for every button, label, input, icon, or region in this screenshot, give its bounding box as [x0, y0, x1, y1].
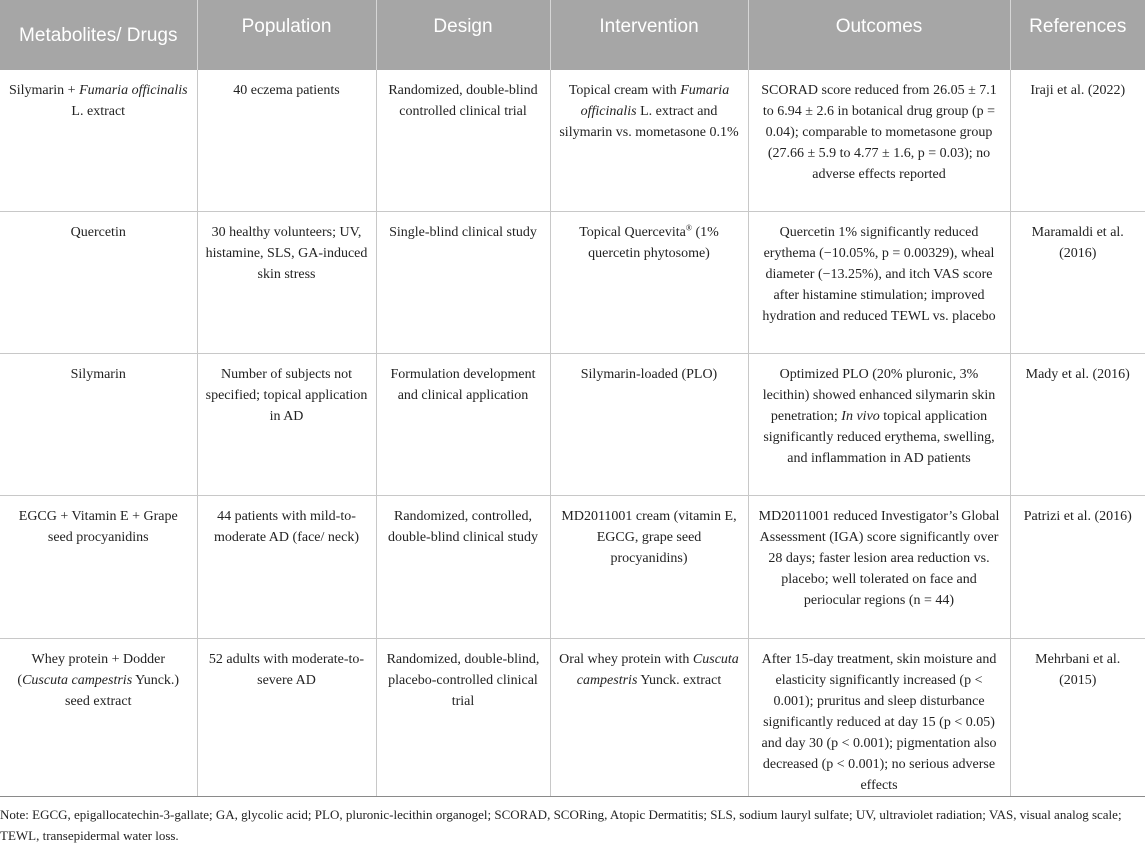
- cell-population: 40 eczema patients: [197, 70, 376, 212]
- table-row: [0, 212, 1145, 354]
- header-metabolites: Metabolites/ Drugs: [0, 0, 197, 70]
- cell-outcomes: Optimized PLO (20% pluronic, 3% lecithin) showed enhanced silymarin skin penetration; In vivo topical application significantly reduced erythema, swelling, and inflammation in AD patients: [748, 354, 1010, 496]
- cell-outcomes: SCORAD score reduced from 26.05 ± 7.1 to 6.94 ± 2.6 in botanical drug group (p = 0.04); comparable to mometasone group (27.66 ± 5.9 to 4.77 ± 1.6, p = 0.03); no adverse effects reported: [748, 70, 1010, 212]
- cell-reference: Patrizi et al. (2016): [1010, 496, 1145, 639]
- cell-intervention: Silymarin-loaded (PLO): [550, 354, 748, 496]
- table-row: [0, 70, 1145, 212]
- cell-population: 52 adults with moderate-to-severe AD: [197, 639, 376, 797]
- cell-outcomes: MD2011001 reduced Investigator’s Global Assessment (IGA) score significantly over 28 days; faster lesion area reduction vs. placebo; well tolerated on face and periocular regions (n = 44): [748, 496, 1010, 639]
- cell-population: 30 healthy volunteers; UV, histamine, SLS, GA-induced skin stress: [197, 212, 376, 354]
- cell-drug: Whey protein + Dodder (Cuscuta campestris Yunck.) seed extract: [0, 639, 197, 797]
- cell-outcomes: After 15-day treatment, skin moisture and elasticity significantly increased (p < 0.001); pruritus and sleep disturbance significantly reduced at day 15 (p < 0.05) and day 30 (p < 0.001); pigmentation also decreased (p < 0.001); no serious adverse effects: [748, 639, 1010, 797]
- table-footnote: Note: EGCG, epigallocatechin-3-gallate; GA, glycolic acid; PLO, pluronic-lecithin organogel; SCORAD, SCORing, Atopic Dermatitis; SLS, sodium lauryl sulfate; UV, ultraviolet radiation; VAS, visual analog scale; TEWL, transepidermal water loss.: [0, 807, 1122, 843]
- cell-design: Randomized, double-blind, placebo-controlled clinical trial: [376, 639, 550, 797]
- cell-design: Randomized, double-blind controlled clinical trial: [376, 70, 550, 212]
- cell-reference: Maramaldi et al. (2016): [1010, 212, 1145, 354]
- header-intervention: Intervention: [550, 0, 748, 70]
- cell-intervention: Topical Quercevita® (1% quercetin phytosome): [550, 212, 748, 354]
- cell-drug: Silymarin + Fumaria officinalis L. extract: [0, 70, 197, 212]
- cell-outcomes: Quercetin 1% significantly reduced erythema (−10.05%, p = 0.00329), wheal diameter (−13.25%), and itch VAS score after histamine stimulation; improved hydration and reduced TEWL vs. placebo: [748, 212, 1010, 354]
- header-design: Design: [376, 0, 550, 70]
- cell-design: Randomized, controlled, double-blind clinical study: [376, 496, 550, 639]
- cell-design: Single-blind clinical study: [376, 212, 550, 354]
- cell-drug: Quercetin: [0, 212, 197, 354]
- cell-intervention: Oral whey protein with Cuscuta campestris Yunck. extract: [550, 639, 748, 797]
- cell-intervention: MD2011001 cream (vitamin E, EGCG, grape seed procyanidins): [550, 496, 748, 639]
- cell-reference: Mehrbani et al. (2015): [1010, 639, 1145, 797]
- cell-intervention: Topical cream with Fumaria officinalis L. extract and silymarin vs. mometasone 0.1%: [550, 70, 748, 212]
- cell-design: Formulation development and clinical application: [376, 354, 550, 496]
- header-outcomes: Outcomes: [748, 0, 1010, 70]
- header-population: Population: [197, 0, 376, 70]
- table-row: [0, 639, 1145, 797]
- table-row: [0, 354, 1145, 496]
- table-row: [0, 496, 1145, 639]
- header-row: [0, 0, 1145, 70]
- registered-mark: ®: [685, 223, 692, 233]
- cell-drug: Silymarin: [0, 354, 197, 496]
- cell-reference: Mady et al. (2016): [1010, 354, 1145, 496]
- cell-reference: Iraji et al. (2022): [1010, 70, 1145, 212]
- cell-drug: EGCG + Vitamin E + Grape seed procyanidins: [0, 496, 197, 639]
- cell-population: 44 patients with mild-to-moderate AD (face/ neck): [197, 496, 376, 639]
- cell-population: Number of subjects not specified; topical application in AD: [197, 354, 376, 496]
- header-references: References: [1010, 0, 1145, 70]
